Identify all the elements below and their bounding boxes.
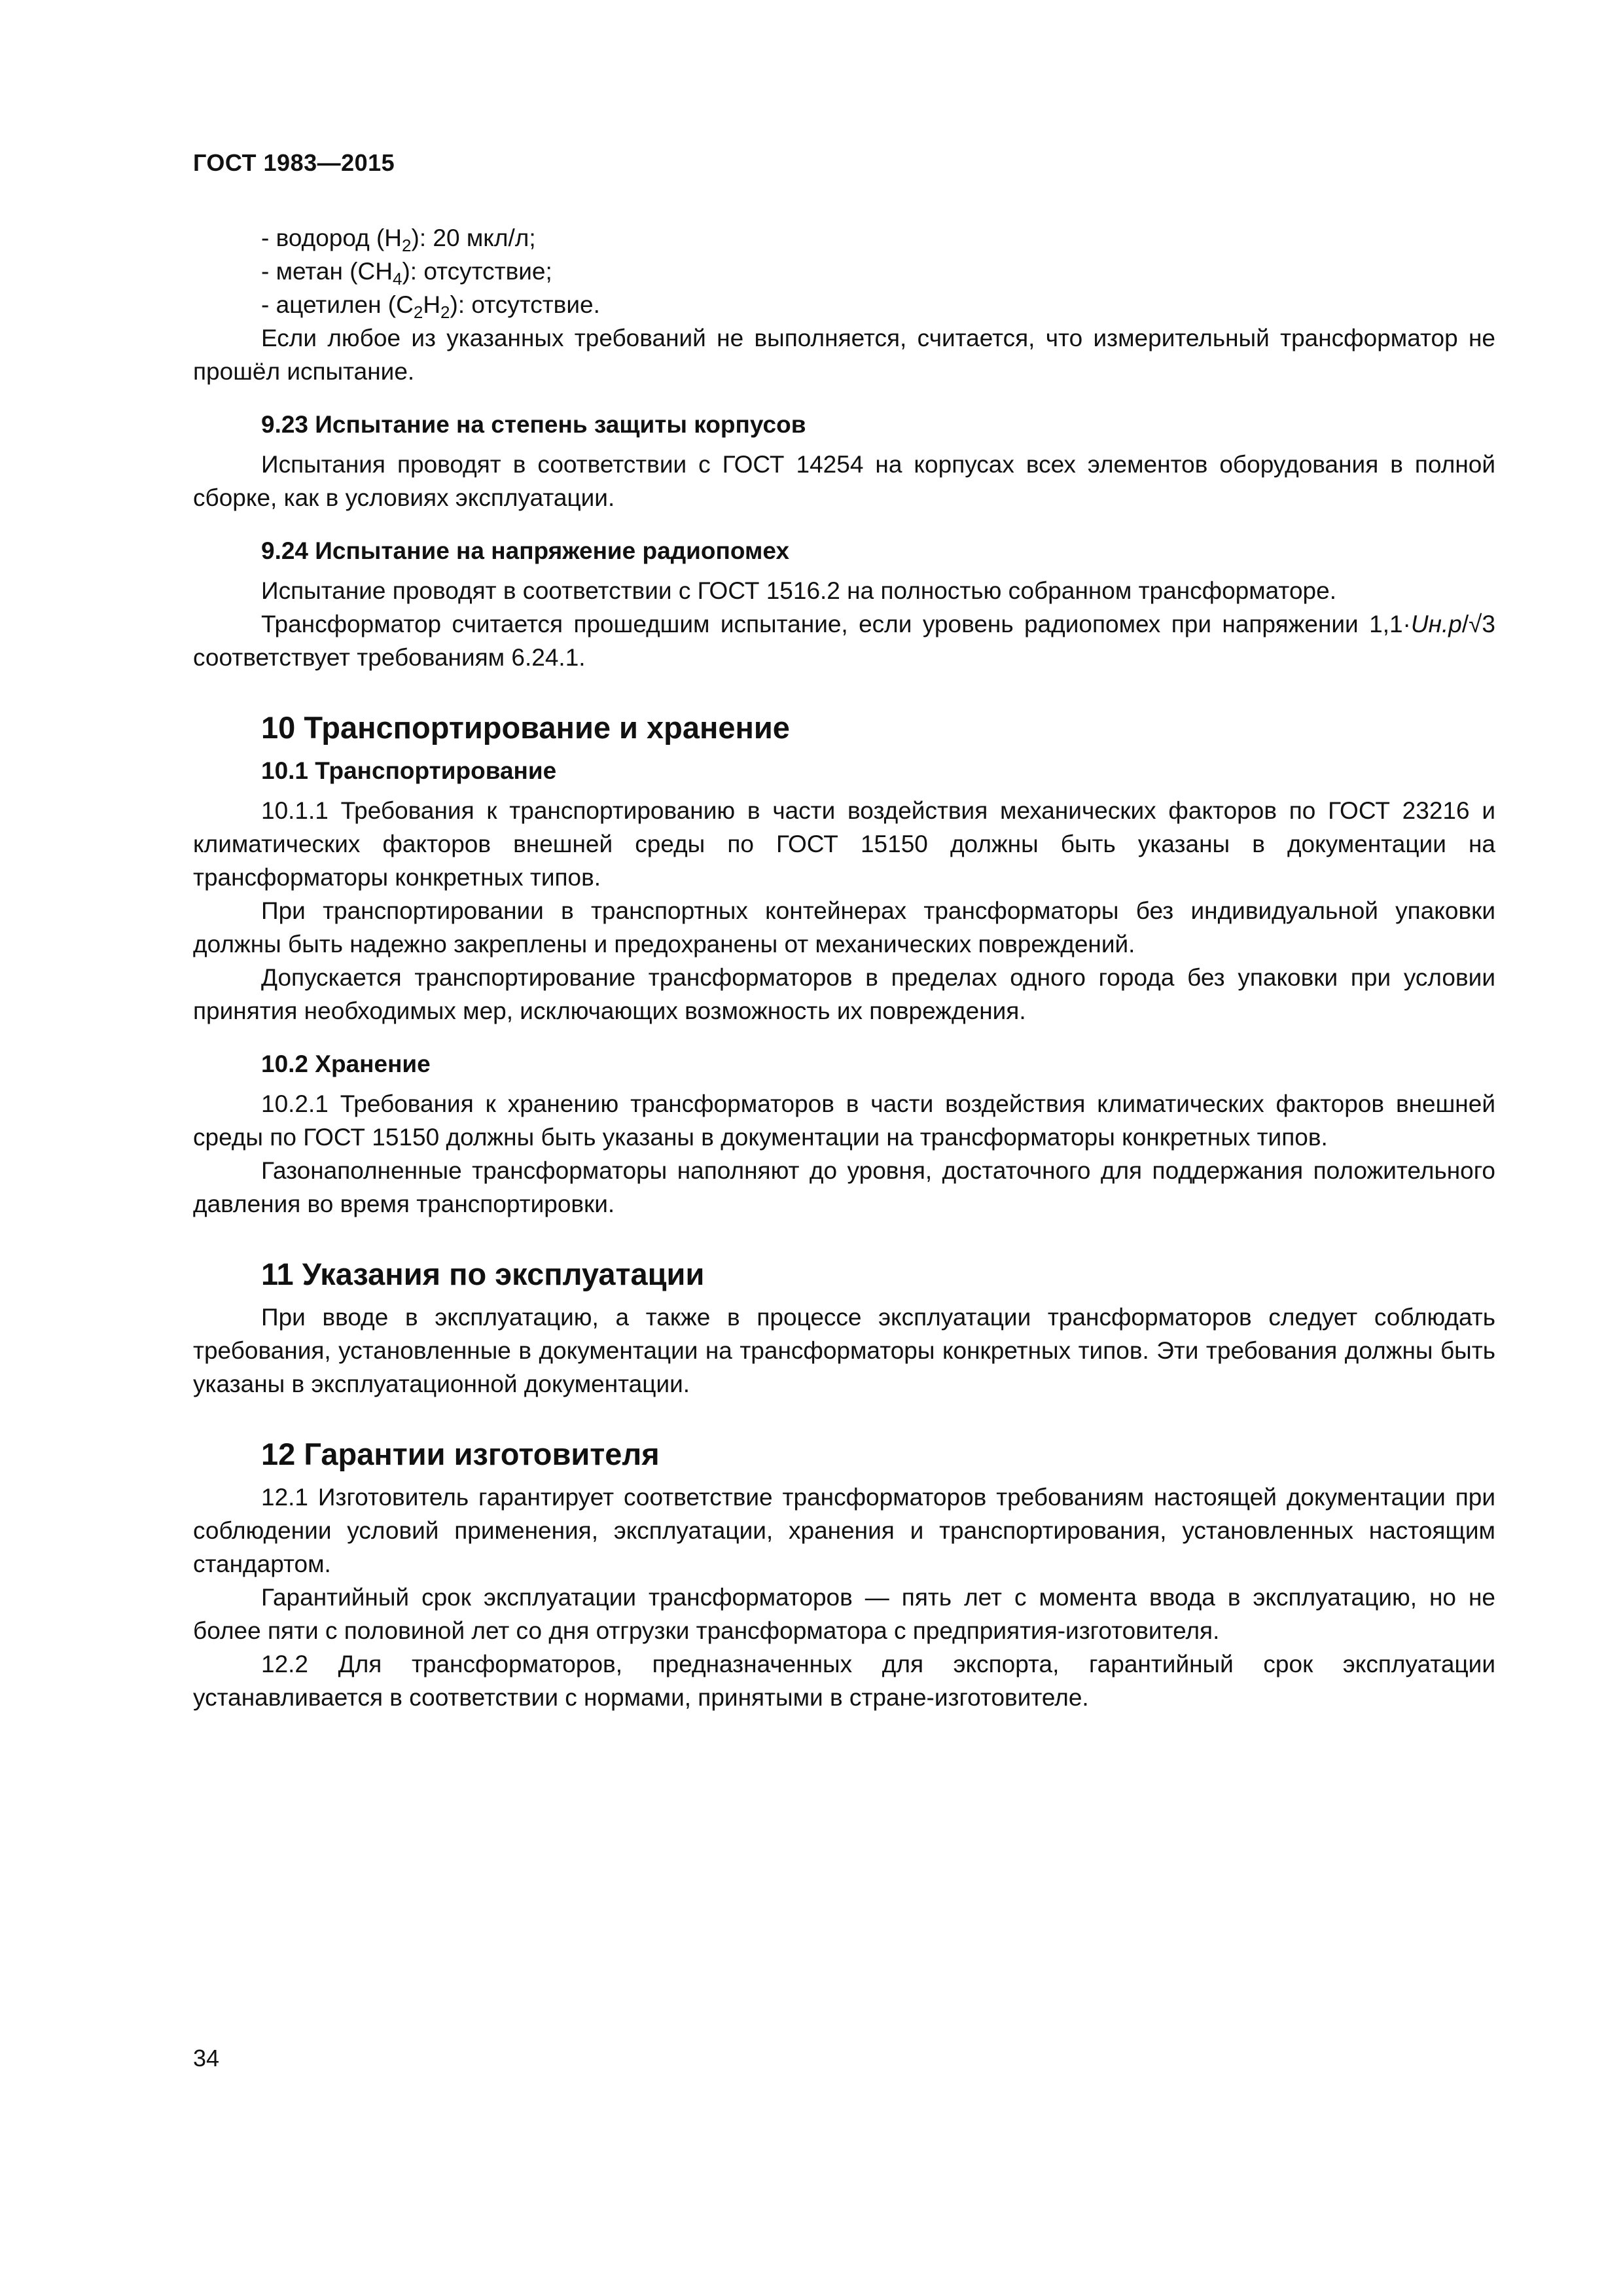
paragraph-10-2-1: 10.2.1 Требования к хранению трансформаторов в части воздействия климатических факторов внешней среды по ГОСТ 15150 должны быть указаны в документации на трансформаторы конкретных типов.: [193, 1090, 1495, 1151]
list-item-methane: - метан $(СН_4)$: отсутствие;: [261, 258, 552, 289]
paragraph-12-1-warranty: Гарантийный срок эксплуатации трансформаторов — пять лет с момента ввода в эксплуатацию, но не более пяти с половиной лет со дня отгрузки трансформатора с предприятия-изготовителя.: [193, 1584, 1495, 1644]
paragraph-12-1: 12.1 Изготовитель гарантирует соответствие трансформаторов требованиям настоящей документации при соблюдении условий применения, эксплуатации, хранения и транспортирования, установленных настоящим стандартом.: [193, 1484, 1495, 1577]
list-item-hydrogen: - водород $(Н_2)$: 20 мкл/л;: [261, 224, 536, 255]
paragraph-9-23: Испытания проводят в соответствии с ГОСТ 14254 на корпусах всех элементов оборудования в полной сборке, как в условиях эксплуатации.: [193, 451, 1495, 511]
section-heading-12: 12 Гарантии изготовителя: [261, 1437, 660, 1471]
section-heading-10-2: 10.2 Хранение: [261, 1050, 431, 1077]
paragraph-9-24-1: Испытание проводят в соответствии с ГОСТ 1516.2 на полностью собранном трансформаторе.: [261, 577, 1336, 604]
section-heading-9-23: 9.23 Испытание на степень защиты корпусов: [261, 411, 806, 438]
section-heading-9-24: 9.24 Испытание на напряжение радиопомех: [261, 537, 790, 564]
paragraph-10-2-2: Газонаполненные трансформаторы наполняют до уровня, достаточного для поддержания положительного давления во время транспортировки.: [193, 1157, 1495, 1217]
paragraph-test-failure: Если любое из указанных требований не выполняется, считается, что измерительный трансформатор не прошёл испытание.: [193, 325, 1495, 385]
paragraph-11: При вводе в эксплуатацию, а также в процессе эксплуатации трансформаторов следует соблюдать требования, установленные в документации на трансформаторы конкретных типов. Эти требования должны быть указаны в эксплуатационной документации.: [193, 1304, 1495, 1397]
paragraph-12-2: 12.2 Для трансформаторов, предназначенных для экспорта, гарантийный срок эксплуатации устанавливается в соответствии с нормами, принятыми в стране-изготовителе.: [193, 1651, 1495, 1711]
page-content: [193, 221, 1495, 1714]
paragraph-10-1-3: Допускается транспортирование трансформаторов в пределах одного города без упаковки при условии принятия необходимых мер, исключающих возможность их повреждения.: [193, 964, 1495, 1024]
paragraph-10-1-1: 10.1.1 Требования к транспортированию в части воздействия механических факторов по ГОСТ 23216 и климатических факторов внешней среды по ГОСТ 15150 должны быть указаны в документации на трансформаторы конкретных типов.: [193, 797, 1495, 891]
section-heading-10-1: 10.1 Транспортирование: [261, 757, 557, 784]
section-heading-10: 10 Транспортирование и хранение: [261, 710, 790, 745]
list-item-acetylene: - ацетилен $(С_2Н_2)$: отсутствие.: [261, 291, 600, 322]
page-number: 34: [193, 2045, 220, 2072]
paragraph-10-1-2: При транспортировании в транспортных контейнерах трансформаторы без индивидуальной упаковки должны быть надежно закреплены и предохранены от механических повреждений.: [193, 897, 1495, 958]
document-header: ГОСТ 1983—2015: [193, 149, 395, 176]
paragraph-9-24-2: Трансформатор считается прошедшим испытание, если уровень радиопомех при напряжении 1,1·Uн.р/√3 соответствует требованиям 6.24.1.: [193, 611, 1495, 671]
section-heading-11: 11 Указания по эксплуатации: [261, 1257, 705, 1291]
